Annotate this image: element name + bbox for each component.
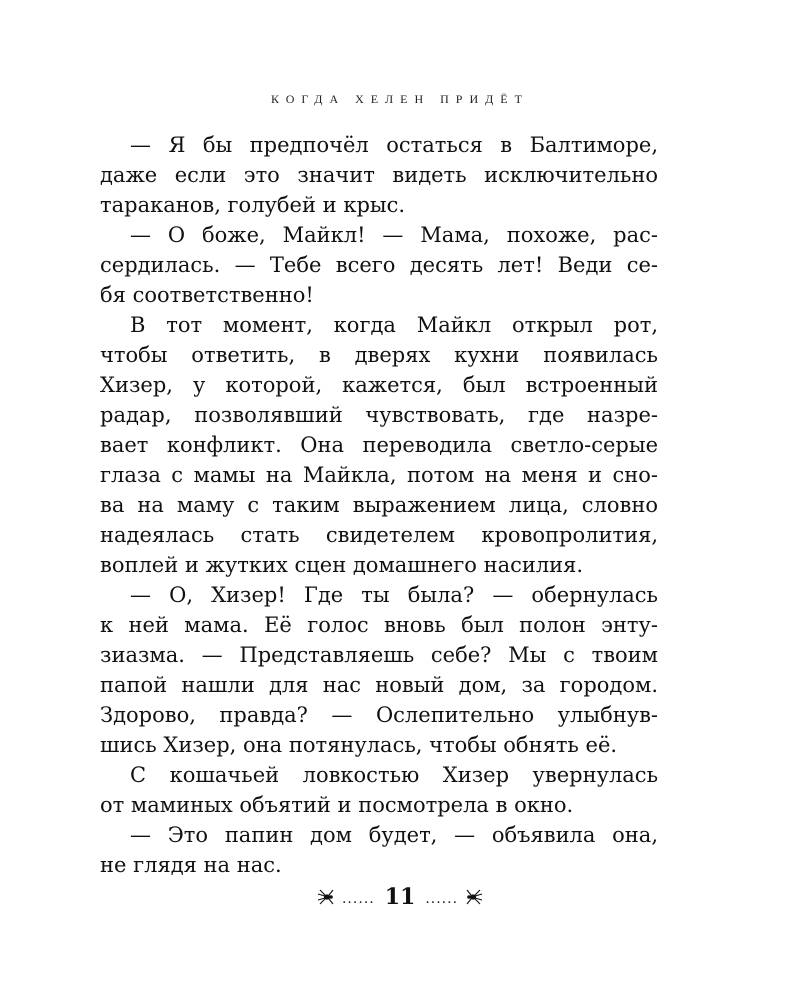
- text-line: даже если это значит видеть исключительно: [100, 163, 658, 187]
- text-line: — О боже, Майкл! — Мама, похоже, рас-: [130, 223, 658, 247]
- text-line: Хизер, у которой, кажется, был встроенный: [100, 373, 658, 397]
- text-line: ва на маму с таким выражением лица, словно: [100, 493, 658, 517]
- body-text: [100, 130, 658, 880]
- text-line: радар, позволявший чувствовать, где назре-: [100, 403, 658, 427]
- text-line: сердилась. — Тебе всего десять лет! Веди се-: [100, 253, 658, 277]
- text-line: от маминых объятий и посмотрела в окно.: [100, 793, 574, 817]
- text-line: глаза с мамы на Майкла, потом на меня и сно-: [100, 463, 658, 487]
- running-head: КОГДА ХЕЛЕН ПРИДЁТ: [271, 92, 529, 106]
- text-line: чтобы ответить, в дверях кухни появилась: [100, 343, 658, 367]
- text-line: надеялась стать свидетелем кровопролития,: [100, 523, 658, 547]
- text-line: тараканов, голубей и крыс.: [100, 193, 406, 217]
- text-line: — Я бы предпочёл остаться в Балтиморе,: [130, 133, 658, 157]
- text-line: Здорово, правда? — Ослепительно улыбнув-: [100, 703, 658, 727]
- page-folio: [0, 884, 800, 910]
- text-line: воплей и жутких сцен домашнего насилия.: [100, 553, 584, 577]
- page-number: 11: [384, 884, 416, 910]
- text-line: папой нашли для нас новый дом, за городом.: [100, 673, 658, 697]
- spider-icon-right: [462, 888, 484, 906]
- folio-dots-left: ......: [341, 891, 375, 907]
- text-line: не глядя на нас.: [100, 853, 282, 877]
- text-line: вает конфликт. Она переводила светло-серые: [100, 433, 658, 457]
- text-line: С кошачьей ловкостью Хизер увернулась: [130, 763, 658, 787]
- folio-dots-right: ......: [425, 891, 459, 907]
- spider-icon-left: [316, 888, 338, 906]
- text-line: — О, Хизер! Где ты была? — обернулась: [130, 583, 658, 607]
- text-line: бя соответственно!: [100, 283, 314, 307]
- text-line: — Это папин дом будет, — объявила она,: [130, 823, 658, 847]
- text-line: В тот момент, когда Майкл открыл рот,: [130, 313, 658, 337]
- text-line: зиазма. — Представляешь себе? Мы с твоим: [100, 643, 658, 667]
- text-line: шись Хизер, она потянулась, чтобы обнять её.: [100, 733, 618, 757]
- text-line: к ней мама. Её голос вновь был полон энту-: [100, 613, 658, 637]
